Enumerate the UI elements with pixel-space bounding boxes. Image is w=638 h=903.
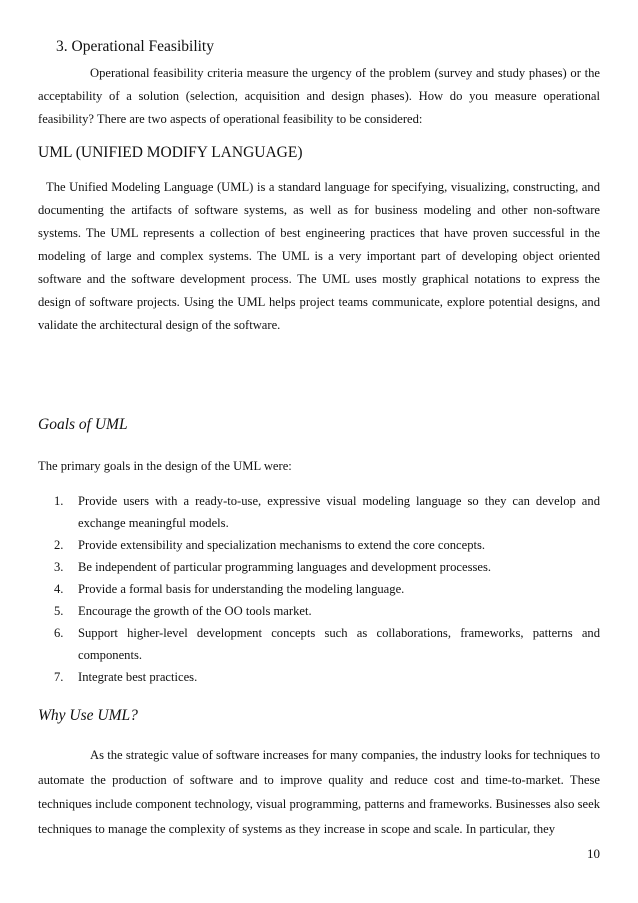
goals-intro: The primary goals in the design of the UML were: [38, 459, 292, 473]
list-item [50, 600, 600, 622]
list-text: Provide a formal basis for understanding the modeling language. [78, 582, 405, 596]
list-number: 4. [54, 582, 64, 596]
uml-heading: UML (UNIFIED MODIFY LANGUAGE) [38, 144, 303, 161]
goals-heading: Goals of UML [38, 416, 128, 433]
operational-feasibility-paragraph: Operational feasibility criteria measure the urgency of the problem (survey and study phases) or the acceptability of a solution (selection, acquisition and design phases). How do you measure operational feasibility? There are two aspects of operational feasibility to be considered: [38, 66, 600, 126]
list-number: 5. [54, 604, 64, 618]
list-text: Encourage the growth of the OO tools market. [78, 604, 312, 618]
list-text: Provide users with a ready-to-use, expressive visual modeling language so they can develop and exchange meaningful models. [78, 494, 600, 530]
list-number: 7. [54, 670, 64, 684]
uml-paragraph: The Unified Modeling Language (UML) is a standard language for specifying, visualizing, constructing, and documenting the artifacts of software systems, as well as for business modeling and other non-software systems. The UML represents a collection of best engineering practices that have proven successful in the modeling of large and complex systems. The UML is a very important part of developing object oriented software and the software development process. The UML uses mostly graphical notations to express the design of software projects. Using the UML helps project teams communicate, explore potential designs, and validate the architectural design of the software. [38, 180, 600, 332]
goals-list [50, 490, 600, 688]
page-number: 10 [587, 846, 600, 861]
list-text: Provide extensibility and specialization mechanisms to extend the core concepts. [78, 538, 486, 552]
why-use-uml-heading: Why Use UML? [38, 707, 138, 724]
list-text: Be independent of particular programming languages and development processes. [78, 560, 492, 574]
list-item [50, 666, 600, 688]
list-item [50, 622, 600, 666]
list-number: 1. [54, 494, 64, 508]
list-number: 3. [54, 560, 64, 574]
list-item [50, 556, 600, 578]
list-text: Support higher-level development concepts such as collaborations, frameworks, patterns and components. [78, 626, 600, 662]
list-number: 2. [54, 538, 64, 552]
section-heading: 3. Operational Feasibility [56, 38, 214, 55]
list-item [50, 490, 600, 534]
list-text: Integrate best practices. [78, 670, 198, 684]
list-item [50, 578, 600, 600]
list-number: 6. [54, 626, 64, 640]
why-use-uml-paragraph: As the strategic value of software increases for many companies, the industry looks for techniques to automate the production of software and to improve quality and reduce cost and time-to-market. These techniques include component technology, visual programming, patterns and frameworks. Businesses also seek techniques to manage the complexity of systems as they increase in scope and scale. In particular, they [38, 748, 600, 836]
list-item [50, 534, 600, 556]
